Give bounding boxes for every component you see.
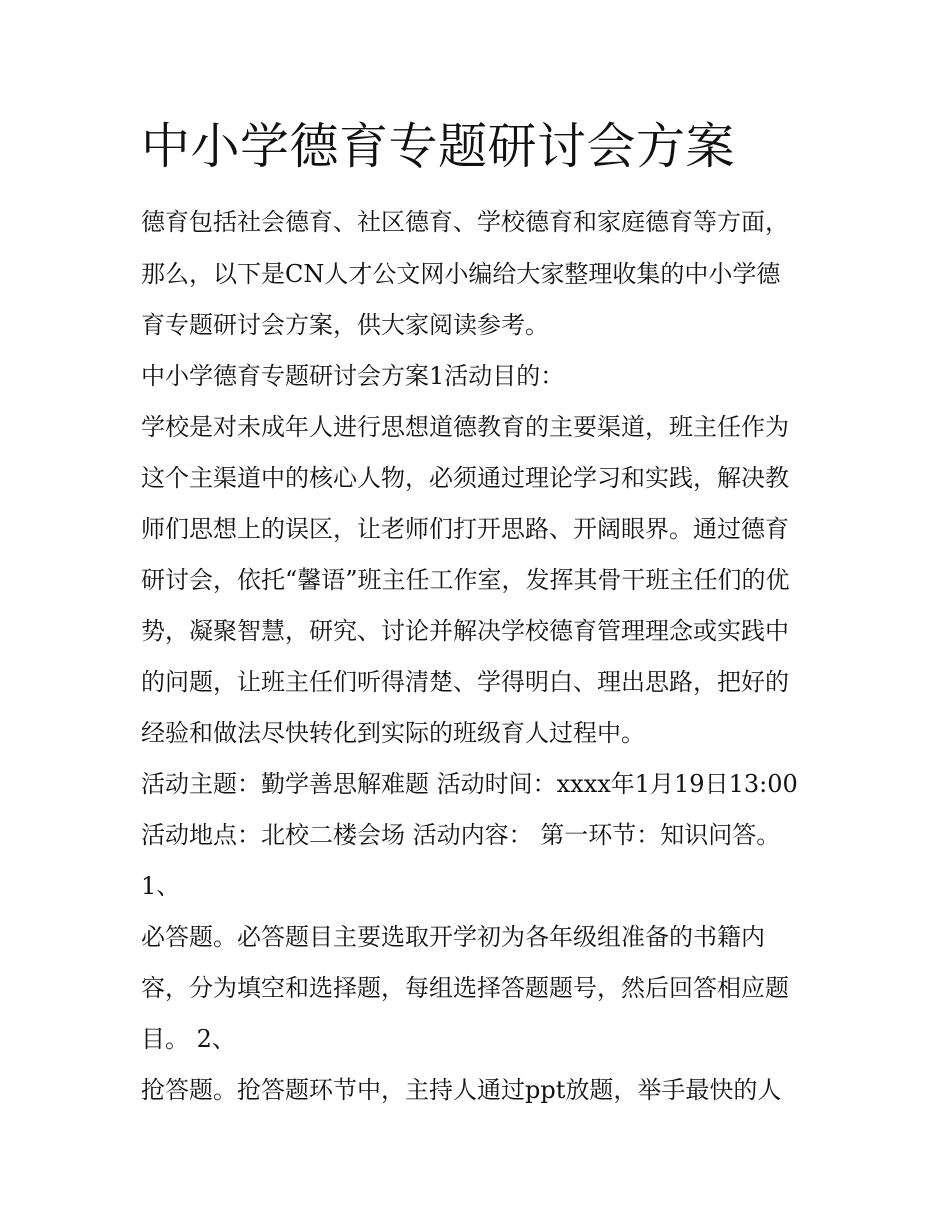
body-line-7: 师们思想上的误区，让老师们打开思路、开阔眼界。通过德育 bbox=[141, 515, 789, 543]
body-line-11: 经验和做法尽快转化到实际的班级育人过程中。 bbox=[141, 719, 645, 747]
body-line-1: 德育包括社会德育、社区德育、学校德育和家庭德育等方面， bbox=[141, 208, 789, 236]
body-line-6: 这个主渠道中的核心人物，必须通过理论学习和实践，解决教 bbox=[141, 464, 789, 492]
activity-location-content: 活动地点：北校二楼会场 活动内容： 第一环节：知识问答。 bbox=[141, 821, 781, 849]
body-line-5: 学校是对未成年人进行思想道德教育的主要渠道，班主任作为 bbox=[141, 413, 789, 441]
activity-theme-time: 活动主题：勤学善思解难题 活动时间：xxxx年1月19日13:00 bbox=[141, 770, 798, 798]
body-line-10: 的问题，让班主任们听得清楚、学得明白、理出思路，把好的 bbox=[141, 668, 789, 696]
body-line-8: 研讨会，依托“馨语”班主任工作室，发挥其骨干班主任们的优 bbox=[141, 566, 790, 594]
body-line-16: 容，分为填空和选择题，每组选择答题题号，然后回答相应题 bbox=[141, 974, 789, 1002]
section-heading: 中小学德育专题研讨会方案1活动目的： bbox=[141, 362, 565, 390]
body-line-2: 那么，以下是CN人才公文网小编给大家整理收集的中小学德 bbox=[141, 260, 781, 288]
list-number-1: 1、 bbox=[141, 872, 181, 900]
body-line-15: 必答题。必答题目主要选取开学初为各年级组准备的书籍内 bbox=[141, 923, 765, 951]
body-line-18: 抢答题。抢答题环节中，主持人通过ppt放题，举手最快的人 bbox=[141, 1076, 782, 1104]
document-title: 中小学德育专题研讨会方案 bbox=[141, 118, 736, 175]
body-line-3: 育专题研讨会方案，供大家阅读参考。 bbox=[141, 311, 549, 339]
body-line-17: 目。 2、 bbox=[141, 1025, 236, 1053]
body-line-9: 势，凝聚智慧，研究、讨论并解决学校德育管理理念或实践中 bbox=[141, 617, 789, 645]
